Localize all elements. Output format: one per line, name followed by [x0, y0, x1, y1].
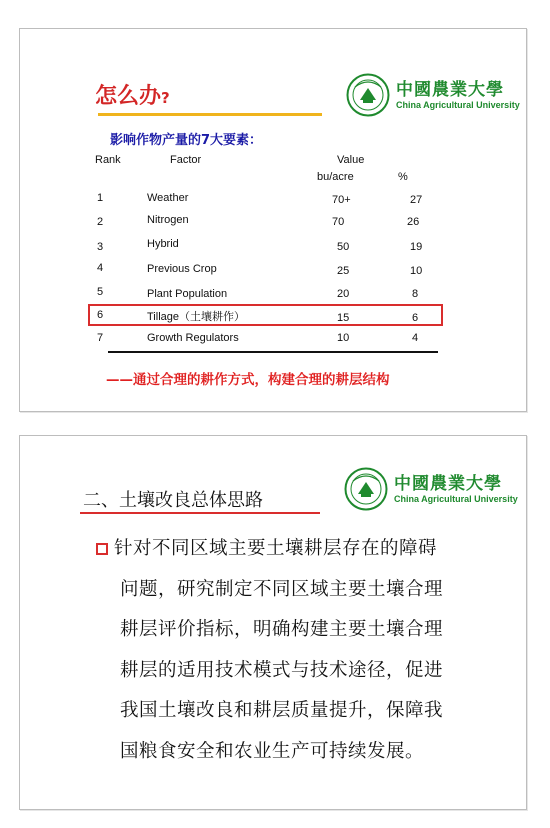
logo-chinese-name: 中國農業大學: [394, 474, 502, 494]
logo-english-name: China Agricultural University: [394, 494, 518, 504]
university-logo: [344, 467, 518, 513]
row-rank: 2: [97, 216, 104, 228]
paragraph-line: 针对不同区域主要土壤耕层存在的障碍: [96, 529, 516, 570]
row-bu: 50: [337, 241, 350, 253]
row-factor: Weather: [147, 192, 189, 204]
row-bu: 20: [337, 288, 350, 300]
row-bu: 15: [337, 312, 350, 324]
row-rank: 7: [97, 332, 104, 344]
paragraph-line: 耕层评价指标，明确构建主要土壤合理: [120, 619, 444, 640]
logo-english-name: China Agricultural University: [396, 100, 520, 110]
row-factor: Plant Population: [147, 288, 228, 300]
row-bu: 70+: [332, 194, 351, 206]
header-value: Value: [337, 154, 365, 166]
row-factor: Growth Regulators: [147, 332, 239, 344]
paragraph-line: 问题，研究制定不同区域主要土壤合理: [120, 578, 444, 600]
paragraph-line: 国粮食安全和农业生产可持续发展。: [120, 740, 425, 762]
row-rank: 6: [97, 309, 104, 321]
hollow-square-bullet-icon: [96, 543, 108, 555]
row-pct: 26: [407, 216, 420, 228]
header-unit-bu: bu/acre: [317, 171, 354, 183]
slide-soil-improvement: [19, 435, 527, 810]
row-bu: 70: [332, 216, 345, 228]
row-pct: 19: [410, 241, 423, 253]
cau-emblem-icon: [344, 467, 388, 511]
row-factor: Tillage（土壤耕作）: [147, 311, 245, 323]
header-factor: Factor: [170, 154, 202, 166]
row-rank: 5: [97, 286, 104, 298]
row-pct: 8: [412, 288, 419, 300]
conclusion-text: ——通过合理的耕作方式，构建合理的耕层结构: [106, 372, 390, 388]
slide-title: 怎么办?: [95, 84, 170, 109]
slide-title: 二、土壤改良总体思路: [83, 490, 263, 511]
row-pct: 10: [410, 265, 423, 277]
paragraph-line: 我国土壤改良和耕层质量提升，保障我: [120, 700, 444, 721]
paragraph-line: 耕层的适用技术模式与技术途径，促进: [120, 659, 444, 681]
highlighted-row-box: [88, 304, 443, 326]
header-rank: Rank: [95, 154, 121, 166]
table-bottom-rule: [108, 351, 438, 353]
row-rank: 1: [97, 192, 104, 204]
row-bu: 10: [337, 332, 350, 344]
row-factor: Nitrogen: [147, 214, 189, 226]
row-pct: 4: [412, 332, 419, 344]
yield-factors-table: [20, 29, 526, 411]
row-pct: 6: [412, 312, 419, 324]
logo-chinese-name: 中國農業大學: [396, 80, 504, 100]
header-unit-pct: %: [398, 171, 408, 183]
row-factor: Previous Crop: [147, 263, 217, 275]
row-pct: 27: [410, 194, 423, 206]
title-underline: [80, 512, 320, 514]
row-rank: 3: [97, 241, 104, 253]
body-paragraph: [96, 529, 516, 772]
row-bu: 25: [337, 265, 350, 277]
row-rank: 4: [97, 262, 104, 274]
row-factor: Hybrid: [147, 238, 179, 250]
table-subtitle: 影响作物产量的7大要素：: [110, 133, 263, 148]
slide-yield-factors: [19, 28, 527, 412]
